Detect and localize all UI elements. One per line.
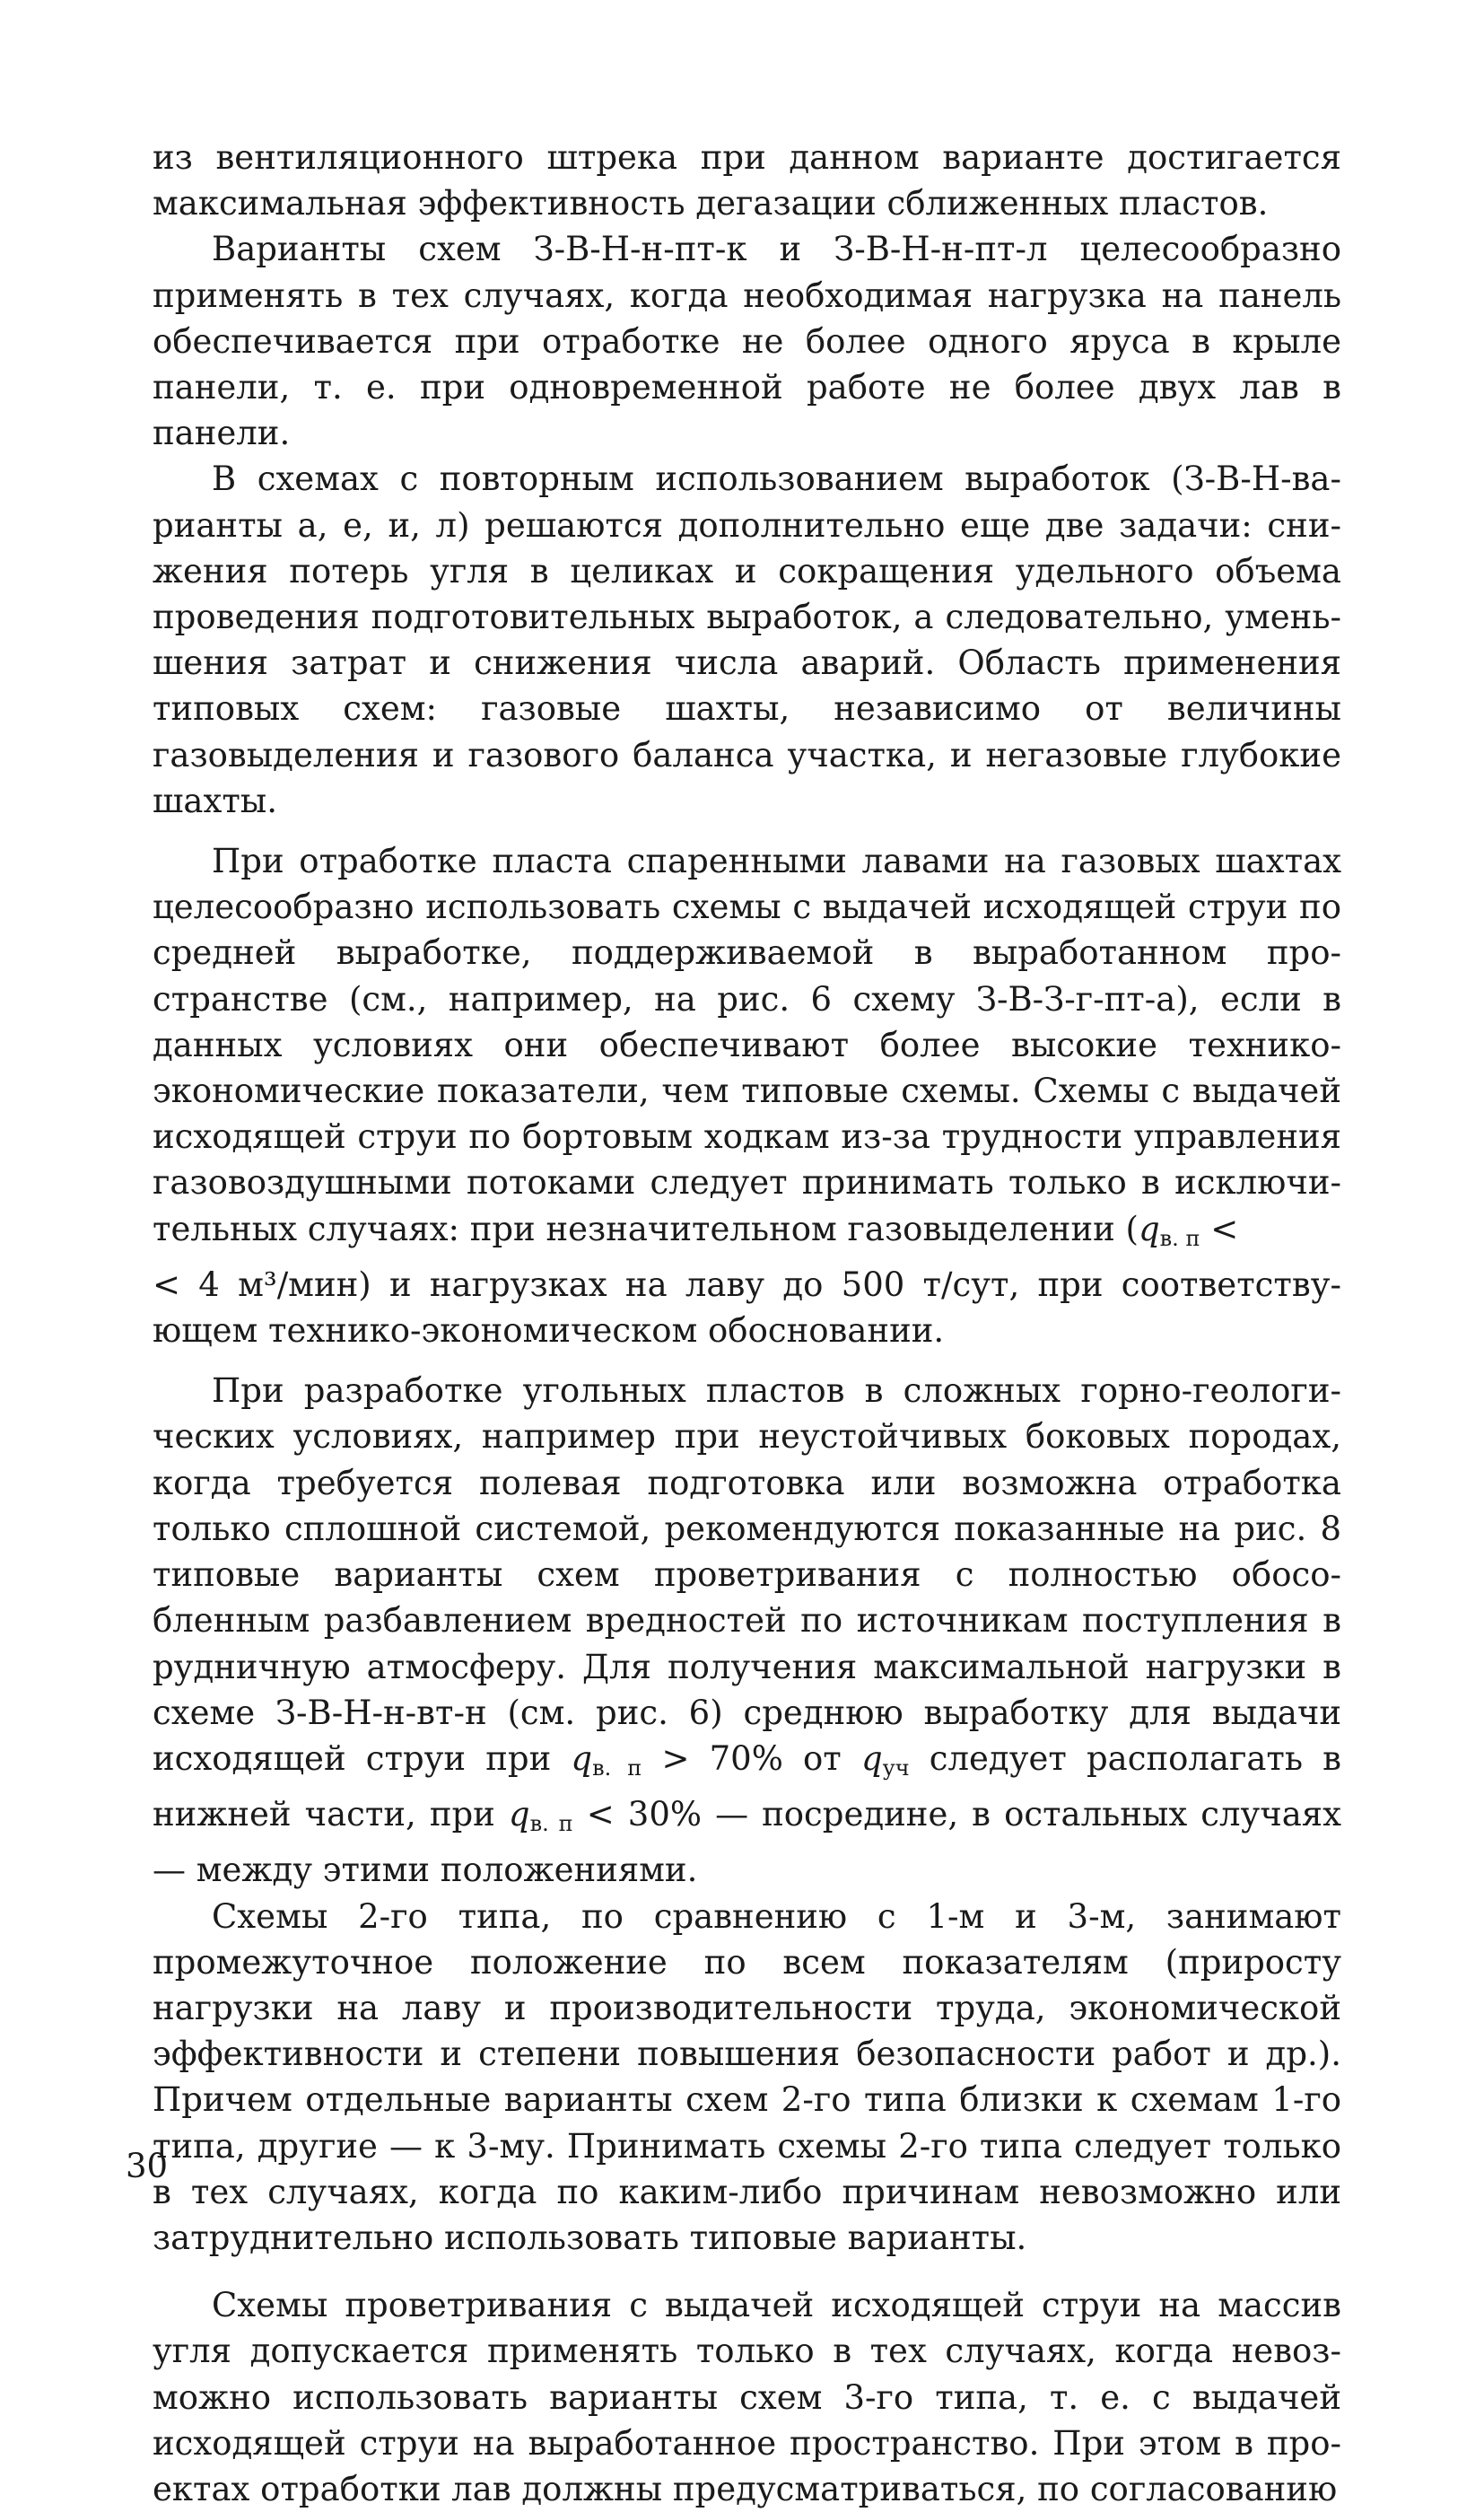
greater-than-sign: > (661, 1738, 690, 1778)
less-than-sign: < (1210, 1209, 1239, 1248)
paragraph-2: Варианты схем З-В-Н-н-пт-к и З-В-Н-н-пт-л целесообразно применять в тех случаях, когда необходимая нагрузка на панель обеспечивается при отработке не более одного яруса в крыле панели, т. е. при одновременной работе не более двух лав в панели. (153, 230, 1341, 453)
paragraph-1: из вентиляционного штрека при данном варианте достигается максимальная эффективность дегазации сближенных пластов. (153, 138, 1341, 223)
paragraph-5-mid2: следует располагать в нижней части, при (153, 1738, 1342, 1834)
page-text (153, 135, 1341, 2512)
paragraph-5-tail: 30% — посредине, в остальных случаях — между этими положениями. (153, 1795, 1341, 1890)
formula-q-vp-3: $q_{в. п}$ (508, 1795, 573, 1837)
paragraph-3: В схемах с повторным использованием выработок (З-В-Н-варианты а, е, и, л) решаются дополнительно еще две задачи: снижения потерь угля в целиках и сокращения удельного объема проведения подготовительных выработок, а следовательно, уменьшения затрат и снижения числа аварий. Область применения типовых схем: газовые шахты, независимо от величины газовыделения и газового баланса участка, и негазовые глубокие шахты. (153, 460, 1341, 820)
formula-q-vp: $q_{в. п}$ (1138, 1209, 1200, 1251)
formula-q-vp-2: $q_{в. п}$ (571, 1738, 642, 1781)
paragraph-4-text: При отработке пласта спаренными лавами на газовых шахтах целесообразно использовать схемы с выдачей исходящей струи по средней выработке, поддерживаемой в выработанном пространстве (см., например, на рис. 6 схему З-В-З-г-пт-а), если в данных условиях они обеспечивают более высокие технико-экономические показатели, чем типовые схемы. Схемы с выдачей исходящей струи по бортовым ходкам из-за трудности управления газовоздушными потоками следует принимать только в исключительных случаях: при незначительном газовыделении ( (153, 842, 1341, 1248)
paragraph-5 (153, 1368, 1341, 1893)
paragraph-6: Схемы 2-го типа, по сравнению с 1-м и 3-м, занимают промежуточное положение по всем показателям (приросту нагрузки на лаву и производительности труда, экономической эффективности и степени повышения безопасности работ и др.). Причем отдельные варианты схем 2-го типа близки к схемам 1-го типа, другие — к 3-му. Принимать схемы 2-го типа следует только в тех случаях, когда по каким-либо причинам невозможно или затруднительно использовать типовые варианты. (153, 1896, 1341, 2257)
formula-q-uch: $q_{уч}$ (860, 1738, 910, 1781)
less-than-sign-3: < (586, 1795, 615, 1834)
less-than-sign-2: < (153, 1265, 181, 1304)
paragraph-4-tail: 4 м³/мин) и нагрузках на лаву до 500 т/сут, при соответствующем технико-экономическом обосновании. (153, 1265, 1341, 1351)
paragraph-5-mid1: 70% от (689, 1738, 861, 1778)
paragraph-5-text: При разработке угольных пластов в сложных горно-геологических условиях, например при неустойчивых боковых породах, когда требуется полевая подготовка или возможна отработка только сплошной системой, рекомендуются показанные на рис. 8 типовые варианты схем проветривания с полностью обособленным разбавлением вредностей по источникам поступления в рудничную атмосферу. Для получения максимальной нагрузки в схеме З-В-Н-н-вт-н (см. рис. 6) среднюю выработку для выдачи исходящей струи при (153, 1371, 1341, 1778)
page-number: 30 (126, 2147, 169, 2185)
paragraph-7: Схемы проветривания с выдачей исходящей струи на массив угля допускается применять только в тех случаях, когда невозможно использовать варианты схем 3-го типа, т. е. с выдачей исходящей струи на выработанное пространство. При этом в проектах отработки лав должны предусматриваться, по согласованию (153, 2286, 1341, 2508)
paragraph-4 (153, 838, 1341, 1353)
